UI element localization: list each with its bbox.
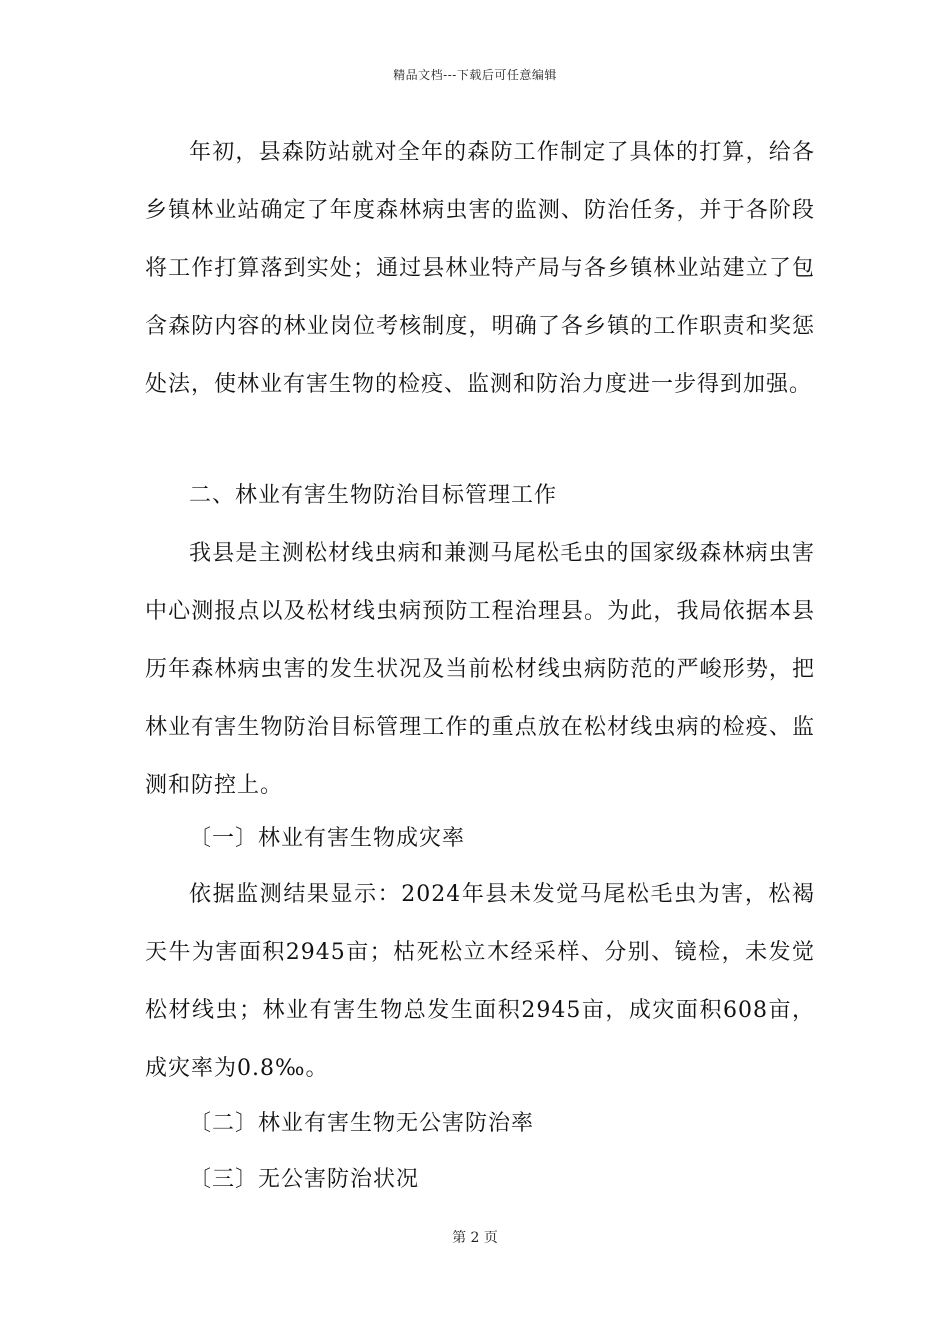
section-2 bbox=[145, 467, 815, 815]
section-heading: 二、林业有害生物防治目标管理工作 bbox=[189, 483, 558, 508]
paragraph-text: 我县是主测松材线虫病和兼测马尾松毛虫的国家级森林病虫害中心测报点以及松材线虫病预防工程治理县。为此，我局依据本县历年森林病虫害的发生状况及当前松材线虫病防范的严峻形势，把林业有害生物防治目标管理工作的重点放在松材线虫病的检疫、监测和防控上。 bbox=[145, 541, 815, 798]
paragraph-text: 年初，县森防站就对全年的森防工作制定了具体的打算，给各乡镇林业站确定了年度森林病虫害的监测、防治任务，并于各阶段将工作打算落到实处；通过县林业特产局与各乡镇林业站建立了包含森防内容的林业岗位考核制度，明确了各乡镇的工作职责和奖惩处法，使林业有害生物的检疫、监测和防治力度进一步得到加强。 bbox=[145, 140, 815, 397]
paragraph-text: 依据监测结果显示：2024年县未发觉马尾松毛虫为害，松褐天牛为害面积2945亩；枯死松立木经采样、分别、镜检，未发觉松材线虫；林业有害生物总发生面积2945亩，成灾面积608亩，成灾率为0.8‰。 bbox=[145, 882, 815, 1081]
paragraph-monitoring-results bbox=[145, 866, 815, 1098]
page-number: 第 2 页 bbox=[452, 1230, 498, 1246]
subsection-heading-1: 〔一〕林业有害生物成灾率 bbox=[189, 826, 466, 851]
subsection-heading-3: 〔三〕无公害防治状况 bbox=[189, 1167, 420, 1192]
page-header: 精品文档---下载后可任意编辑 bbox=[393, 68, 557, 82]
subsection-heading-2: 〔二〕林业有害生物无公害防治率 bbox=[189, 1111, 535, 1136]
paragraph-annual-plan bbox=[145, 124, 815, 414]
